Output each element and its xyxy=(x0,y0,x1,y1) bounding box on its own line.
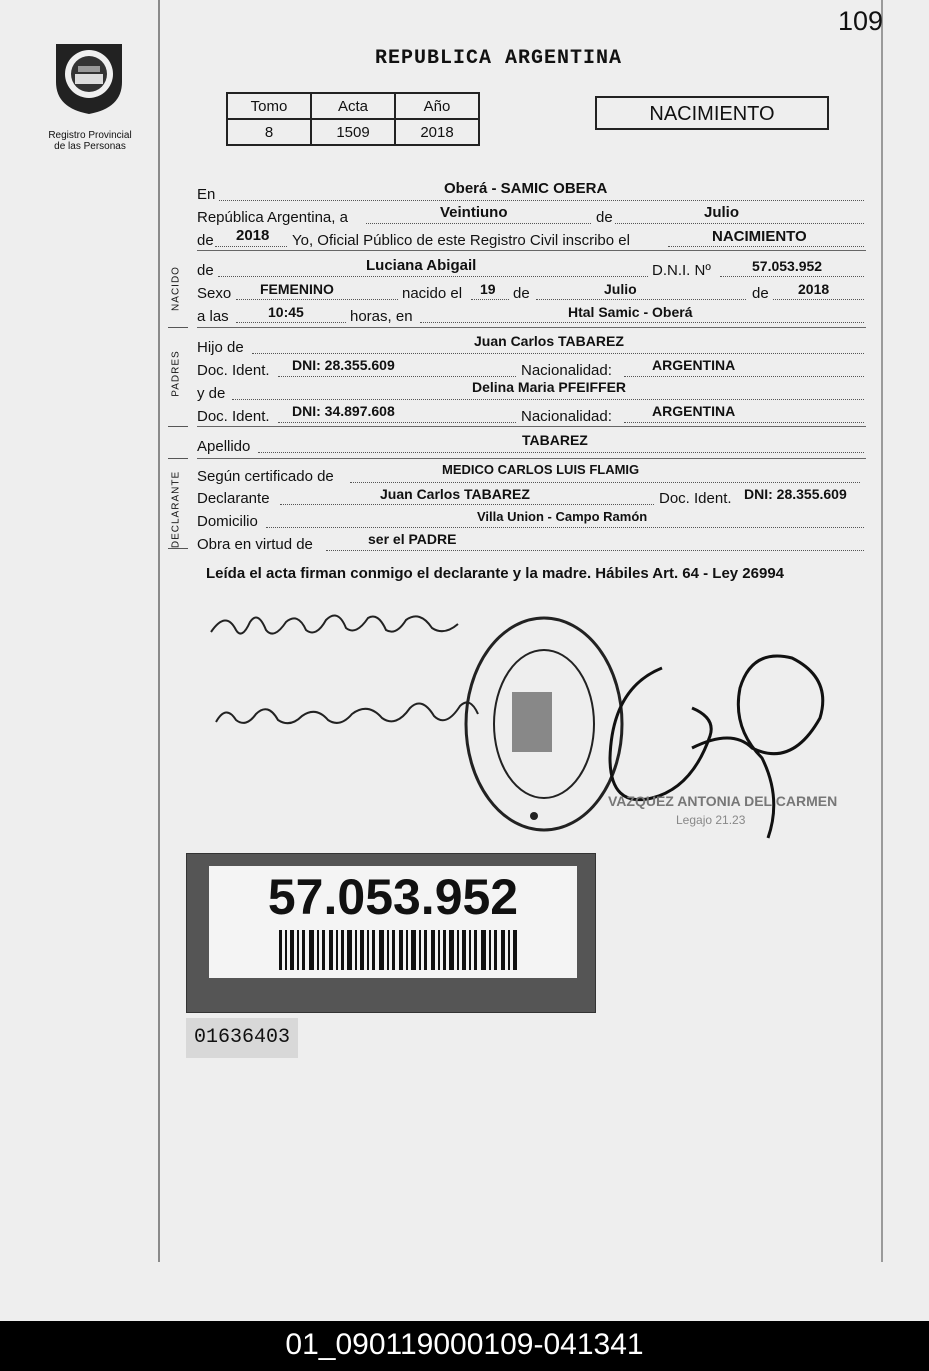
dotted-line xyxy=(219,200,864,201)
dotted-line xyxy=(624,376,864,377)
value-capacity: ser el PADRE xyxy=(368,531,457,547)
dotted-line xyxy=(720,276,864,277)
label-de3: de xyxy=(752,285,769,302)
value-month: Julio xyxy=(704,204,740,221)
official-signature xyxy=(592,648,836,868)
value-surname: TABAREZ xyxy=(522,432,588,448)
act-type-box: NACIMIENTO xyxy=(595,96,829,130)
side-label-nacido: NACIDO xyxy=(170,266,182,311)
value-day-words: Veintiuno xyxy=(440,204,508,221)
value-certificate: MEDICO CARLOS LUIS FLAMIG xyxy=(442,462,640,477)
dotted-line xyxy=(278,422,516,423)
section-rule xyxy=(197,327,866,328)
dotted-line xyxy=(773,299,864,300)
value-act: NACIMIENTO xyxy=(712,228,807,245)
label-de-name: de xyxy=(197,262,214,279)
dotted-line xyxy=(236,322,346,323)
label-de: de xyxy=(596,209,613,226)
label-doc-ident2: Doc. Ident. xyxy=(197,408,270,425)
section-rule xyxy=(197,426,866,427)
value-father-dni: DNI: 28.355.609 xyxy=(292,357,395,373)
side-label-padres: PADRES xyxy=(170,350,182,397)
logo-caption-line1: Registro Provincial xyxy=(48,130,132,141)
dotted-line xyxy=(536,299,746,300)
provincial-emblem-icon xyxy=(50,36,128,116)
side-rule xyxy=(168,548,188,549)
dotted-line xyxy=(278,376,516,377)
value-birth-day: 19 xyxy=(480,281,496,297)
dotted-line xyxy=(668,246,864,247)
logo-caption-line2: de las Personas xyxy=(54,141,126,152)
label-doc-ident1: Doc. Ident. xyxy=(197,362,270,379)
value-place: Oberá - SAMIC OBERA xyxy=(444,180,608,197)
value-declarant-dni: DNI: 28.355.609 xyxy=(744,486,847,502)
value-ano: 2018 xyxy=(395,119,479,145)
value-declarant: Juan Carlos TABAREZ xyxy=(380,486,530,502)
value-mother-dni: DNI: 34.897.608 xyxy=(292,403,395,419)
value-mother: Delina Maria PFEIFFER xyxy=(472,379,627,395)
dotted-line xyxy=(471,299,509,300)
closing-statement: Leída el acta firman conmigo el declarante y la madre. Hábiles Art. 64 - Ley 26994 xyxy=(206,565,785,582)
right-margin-line xyxy=(881,0,883,1262)
dotted-line xyxy=(236,299,398,300)
label-a-las: a las xyxy=(197,308,229,325)
label-doc-ident3: Doc. Ident. xyxy=(659,490,732,507)
mother-signature xyxy=(212,688,482,738)
header-acta: Acta xyxy=(311,93,395,119)
header-ano: Año xyxy=(395,93,479,119)
value-birth-month: Julio xyxy=(604,281,637,297)
dotted-line xyxy=(615,223,864,224)
document-title: REPUBLICA ARGENTINA xyxy=(375,47,623,70)
label-nacido-el: nacido el xyxy=(402,285,463,302)
dotted-line xyxy=(258,452,864,453)
label-de2: de xyxy=(513,285,530,302)
value-address: Villa Union - Campo Ramón xyxy=(477,509,648,524)
value-sex: FEMENINO xyxy=(260,281,334,297)
footer-code: 01_090119000109-041341 xyxy=(0,1321,929,1371)
dotted-line xyxy=(366,223,591,224)
label-sexo: Sexo xyxy=(197,285,232,302)
side-rule xyxy=(168,426,188,427)
value-father: Juan Carlos TABAREZ xyxy=(474,333,624,349)
label-republica: República Argentina, a xyxy=(197,209,348,226)
barcode-icon xyxy=(279,930,519,970)
id-sticker-panel xyxy=(209,866,577,978)
label-apellido: Apellido xyxy=(197,438,251,455)
label-de-year: de xyxy=(197,232,214,249)
dotted-line xyxy=(326,550,864,551)
official-legajo: Legajo 21.23 xyxy=(676,813,746,827)
dotted-line xyxy=(350,482,860,483)
dotted-line xyxy=(252,353,864,354)
side-label-declarante: DECLARANTE xyxy=(170,470,182,549)
label-obra: Obra en virtud de xyxy=(197,536,313,553)
section-rule xyxy=(197,458,866,459)
label-y-de: y de xyxy=(197,385,226,402)
dotted-line xyxy=(420,322,864,323)
label-hijo-de: Hijo de xyxy=(197,339,244,356)
id-sticker-number: 57.053.952 xyxy=(267,869,519,925)
label-domicilio: Domicilio xyxy=(197,513,258,530)
left-margin-line xyxy=(158,0,160,1262)
dotted-line xyxy=(266,527,864,528)
label-segun: Según certificado de xyxy=(197,468,334,485)
label-nacionalidad2: Nacionalidad: xyxy=(521,408,612,425)
id-sticker xyxy=(186,853,596,1013)
label-dni: D.N.I. Nº xyxy=(652,262,711,279)
label-nacionalidad1: Nacionalidad: xyxy=(521,362,612,379)
logo-caption xyxy=(30,130,150,152)
dotted-line xyxy=(218,276,648,277)
value-year: 2018 xyxy=(236,227,270,244)
label-declarante: Declarante xyxy=(197,490,270,507)
label-horas-en: horas, en xyxy=(350,308,413,325)
value-tomo: 8 xyxy=(227,119,311,145)
value-birth-place: Htal Samic - Oberá xyxy=(568,304,693,320)
section-rule xyxy=(197,250,866,251)
header-tomo: Tomo xyxy=(227,93,311,119)
value-time: 10:45 xyxy=(268,304,304,320)
dotted-line xyxy=(215,246,287,247)
value-father-nat: ARGENTINA xyxy=(652,357,736,373)
dotted-line xyxy=(232,399,864,400)
label-en: En xyxy=(197,186,216,203)
serial-number: 01636403 xyxy=(186,1018,298,1058)
value-name: Luciana Abigail xyxy=(366,257,477,274)
value-acta: 1509 xyxy=(311,119,395,145)
value-birth-year: 2018 xyxy=(798,281,830,297)
dotted-line xyxy=(624,422,864,423)
official-name: VAZQUEZ ANTONIA DEL CARMEN xyxy=(608,793,838,809)
value-dni: 57.053.952 xyxy=(752,258,823,274)
registry-table xyxy=(226,92,480,146)
page-number: 109 xyxy=(838,6,884,36)
father-signature xyxy=(206,600,466,650)
value-mother-nat: ARGENTINA xyxy=(652,403,736,419)
label-inscribo: Yo, Oficial Público de este Registro Civil inscribo el xyxy=(292,232,630,249)
dotted-line xyxy=(280,504,654,505)
